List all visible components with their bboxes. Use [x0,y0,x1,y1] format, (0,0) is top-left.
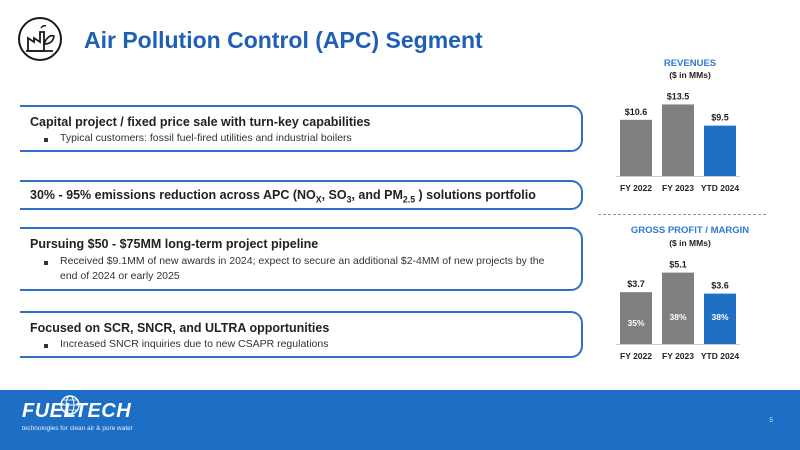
bar-fy-2023 [662,273,694,344]
category-label: FY 2022 [620,183,652,193]
gross-profit-chart-unit: ($ in MMs) [669,238,711,248]
footer-bar [0,390,800,450]
page-title: Air Pollution Control (APC) Segment [84,27,483,53]
pipeline-heading: Pursuing $50 - $75MM long-term project pipeline [30,237,319,251]
factory-leaf-icon [18,17,62,61]
margin-label: 35% [627,318,645,328]
data-label: $3.6 [711,280,729,291]
category-label: YTD 2024 [700,351,740,361]
revenues-chart [600,86,780,198]
bar-fy-2022 [620,120,652,176]
bullet-marker [44,138,48,142]
category-label: FY 2022 [620,351,652,361]
globe-icon [58,393,82,417]
gross-profit-chart-title: GROSS PROFIT / MARGIN [630,225,750,236]
bullet-marker [44,261,48,265]
margin-label: 38% [669,312,687,322]
opportunities-box [20,311,583,358]
data-label: $3.7 [627,279,645,290]
margin-label: 38% [711,312,729,322]
revenues-chart-unit: ($ in MMs) [669,70,711,80]
capability-heading: Capital project / fixed price sale with turn-key capabilities [30,115,371,129]
capability-bullet: Typical customers: fossil fuel-fired utilities and industrial boilers [60,132,352,144]
bar-ytd-2024 [704,126,736,176]
pipeline-bullet: Received $9.1MM of new awards in 2024; expect to secure an additional $2-4MM of new projects by the end of 2024 or early 2025 [60,255,545,282]
emissions-box [20,180,583,210]
bar-fy-2023 [662,104,694,176]
bullet-marker [44,344,48,348]
pipeline-box [20,227,583,291]
opportunities-bullet: Increased SNCR inquiries due to new CSAPR regulations [60,338,329,350]
data-label: $9.5 [711,112,729,123]
category-label: FY 2023 [662,183,694,193]
page-number: 5 [769,417,773,424]
brand-tagline: technologies for clean air & pure water [22,425,133,432]
data-label: $13.5 [666,91,690,102]
data-label: $5.1 [669,259,687,270]
chart-divider [598,214,766,215]
data-label: $10.6 [624,106,648,117]
category-label: YTD 2024 [700,183,740,193]
brand-logo: FUELTECH [22,400,132,422]
gross-profit-chart [600,250,780,365]
revenues-chart-title: REVENUES [663,58,717,69]
category-label: FY 2023 [662,351,694,361]
emissions-heading: 30% - 95% emissions reduction across APC ($NO_X$, $SO_3$, and $PM_{2.5}$ ) solutions portfolio [30,188,536,205]
opportunities-heading: Focused on SCR, SNCR, and ULTRA opportunities [30,321,330,335]
capability-box [20,105,583,152]
